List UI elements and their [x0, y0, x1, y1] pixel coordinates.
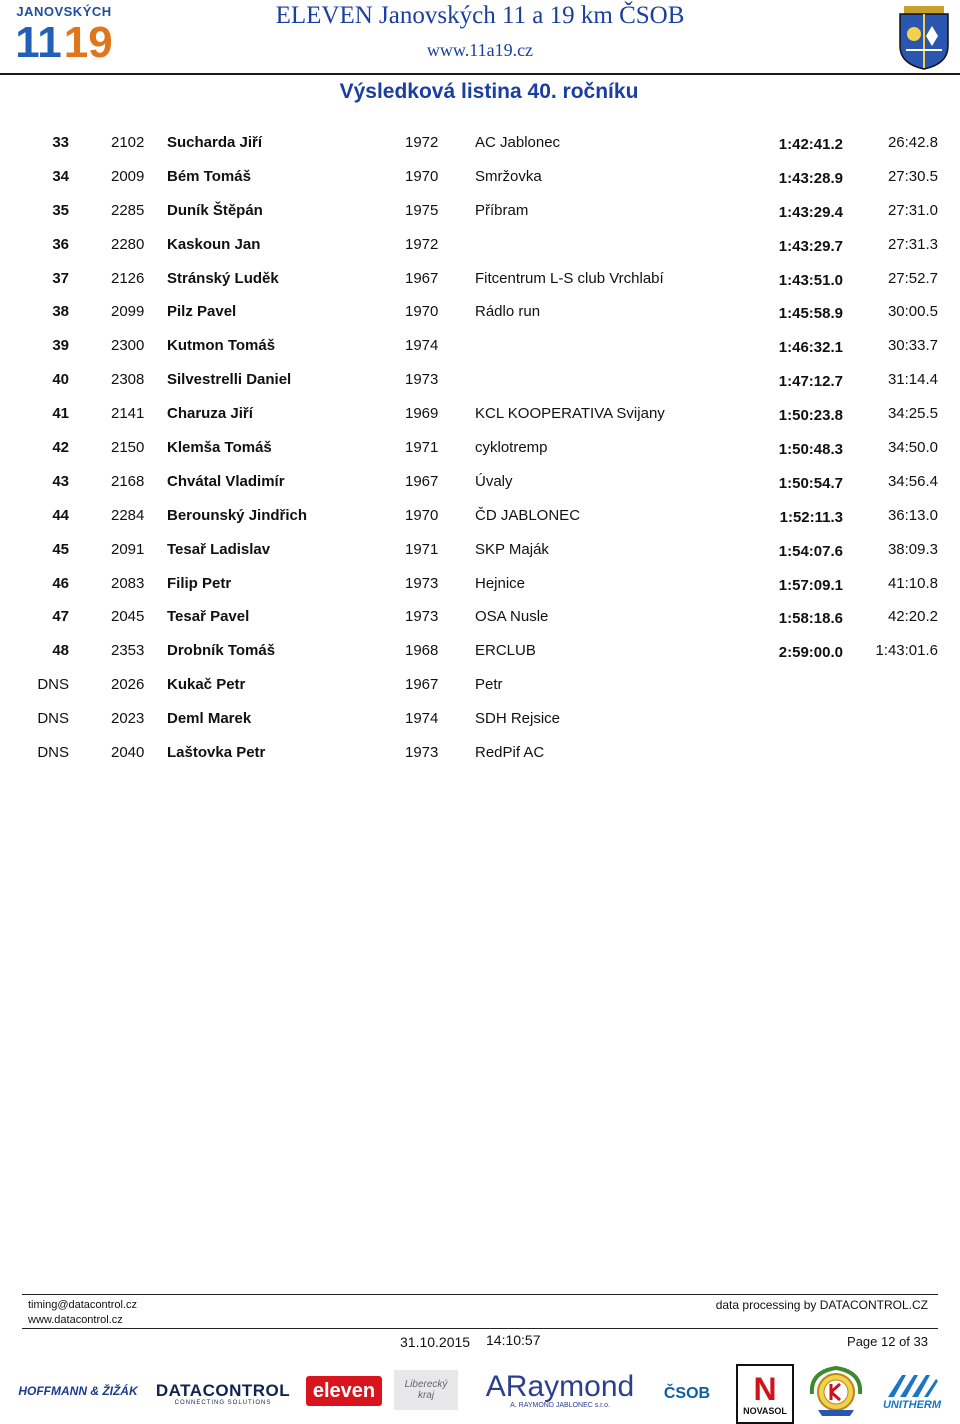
club-cell: RedPif AC — [475, 744, 545, 762]
bib-cell: 2280 — [111, 235, 145, 253]
loss-cell: 30:00.5 — [887, 303, 938, 321]
loss-cell: 26:42.8 — [887, 134, 938, 151]
name-cell: Silvestrelli Daniel — [167, 371, 292, 389]
club-cell: SDH Rejsice — [475, 710, 561, 728]
year-cell: 1970 — [405, 303, 439, 321]
bib-cell: 2091 — [111, 540, 145, 558]
bib-cell: 2045 — [111, 608, 145, 626]
club-cell: AC Jablonec — [475, 134, 561, 151]
time-cell: 1:43:28.9 — [778, 169, 843, 187]
sponsor-eleven-logo: eleven — [306, 1376, 382, 1406]
time-cell: 1:46:32.1 — [778, 339, 843, 357]
name-cell: Tesař Ladislav — [167, 540, 271, 558]
rank-cell: DNS — [37, 676, 69, 694]
year-cell: 1974 — [405, 337, 439, 355]
bib-cell: 2102 — [111, 134, 145, 151]
table-row — [0, 702, 960, 736]
print-date: 31.10.2015 — [400, 1334, 471, 1350]
bib-cell: 2150 — [111, 439, 145, 457]
name-cell: Kaskoun Jan — [167, 235, 261, 253]
year-cell: 1973 — [405, 744, 439, 762]
table-row — [0, 465, 960, 499]
rank-cell: 35 — [52, 201, 69, 219]
sponsor-datacontrol-text: DATACONTROL — [155, 1381, 291, 1400]
unitherm-mark-icon — [884, 1371, 940, 1399]
table-row — [0, 363, 960, 397]
name-cell: Deml Marek — [167, 710, 252, 728]
bib-cell: 2126 — [111, 269, 145, 287]
rank-cell: 37 — [52, 269, 69, 287]
table-row — [0, 194, 960, 228]
year-cell: 1973 — [405, 608, 439, 626]
time-cell: 1:43:51.0 — [778, 271, 843, 289]
rank-cell: 42 — [52, 439, 69, 457]
rank-cell: 33 — [52, 134, 69, 151]
town-crest-icon — [896, 6, 952, 70]
bib-cell: 2009 — [111, 167, 145, 185]
race-logo-text: JANOVSKÝCH — [16, 4, 112, 19]
rank-cell: 46 — [52, 574, 69, 592]
rank-cell: 38 — [52, 303, 69, 321]
time-cell: 1:50:48.3 — [778, 441, 843, 459]
bib-cell: 2285 — [111, 201, 145, 219]
club-cell: Rádlo run — [475, 303, 541, 321]
bib-cell: 2099 — [111, 303, 145, 321]
table-row — [0, 634, 960, 668]
club-cell: KCL KOOPERATIVA Svijany — [475, 405, 665, 423]
table-row — [0, 262, 960, 296]
race-logo-digits-11: 11 — [15, 18, 62, 67]
results-table — [0, 126, 960, 770]
sponsor-datacontrol-logo — [150, 1380, 296, 1408]
bib-cell: 2168 — [111, 472, 145, 490]
time-cell: 1:42:41.2 — [778, 136, 843, 153]
race-website: www.11a19.cz — [426, 40, 534, 60]
time-cell: 1:58:18.6 — [778, 610, 843, 628]
time-cell: 1:43:29.7 — [778, 237, 843, 255]
header-divider — [0, 73, 960, 75]
print-time: 14:10:57 — [486, 1332, 541, 1348]
bib-cell: 2284 — [111, 506, 145, 524]
rank-cell: 43 — [52, 472, 69, 490]
year-cell: 1970 — [405, 506, 439, 524]
year-cell: 1973 — [405, 574, 439, 592]
bib-cell: 2300 — [111, 337, 145, 355]
sponsor-araymond-tagline: A. RAYMOND JABLONEC s.r.o. — [510, 1401, 610, 1409]
timing-email: timing@datacontrol.cz — [28, 1299, 137, 1311]
club-cell: SKP Maják — [475, 540, 549, 558]
time-cell: 1:50:23.8 — [778, 407, 843, 425]
novasol-n-icon: N — [753, 1371, 777, 1407]
bib-cell: 2023 — [111, 710, 145, 728]
rank-cell: 40 — [52, 371, 69, 389]
table-row — [0, 329, 960, 363]
loss-cell: 38:09.3 — [887, 540, 938, 558]
name-cell: Charuza Jiří — [167, 405, 253, 423]
loss-cell: 27:30.5 — [887, 167, 938, 185]
club-cell: OSA Nusle — [475, 608, 549, 626]
name-cell: Berounský Jindřich — [167, 506, 308, 524]
year-cell: 1968 — [405, 642, 439, 660]
footer-divider-bottom — [22, 1328, 938, 1329]
sponsor-araymond-logo — [470, 1370, 650, 1410]
race-logo-digits-19: 19 — [63, 18, 113, 67]
sponsor-unitherm-logo — [880, 1368, 944, 1414]
rank-cell: 47 — [52, 608, 69, 626]
table-row — [0, 600, 960, 634]
sponsor-novasol-logo — [736, 1364, 794, 1424]
name-cell: Bém Tomáš — [167, 167, 251, 185]
time-cell: 1:52:11.3 — [779, 508, 843, 526]
sponsor-csob-logo: ČSOB — [663, 1385, 711, 1402]
year-cell: 1972 — [405, 134, 439, 151]
table-row — [0, 160, 960, 194]
year-cell: 1975 — [405, 201, 439, 219]
rank-cell: 45 — [52, 540, 69, 558]
club-cell: ČD JABLONEC — [475, 506, 581, 524]
rank-cell: 41 — [52, 405, 69, 423]
loss-cell: 30:33.7 — [887, 337, 938, 355]
bib-cell: 2353 — [111, 642, 145, 660]
loss-cell: 42:20.2 — [887, 608, 938, 626]
bib-cell: 2026 — [111, 676, 145, 694]
time-cell: 1:57:09.1 — [778, 576, 843, 594]
bib-cell: 2141 — [111, 405, 145, 423]
name-cell: Drobník Tomáš — [167, 642, 276, 660]
name-cell: Pilz Pavel — [167, 303, 237, 321]
table-row — [0, 499, 960, 533]
club-cell: Smržovka — [475, 167, 542, 185]
table-row — [0, 567, 960, 601]
club-cell: cyklotremp — [475, 439, 548, 457]
loss-cell: 34:50.0 — [887, 439, 938, 457]
rank-cell: 48 — [52, 642, 69, 660]
year-cell: 1971 — [405, 540, 439, 558]
sponsor-liberecky-kraj-logo — [394, 1370, 458, 1410]
page-number: Page 12 of 33 — [847, 1334, 928, 1349]
loss-cell: 31:14.4 — [887, 371, 938, 389]
year-cell: 1967 — [405, 676, 439, 694]
club-cell: Fitcentrum L-S club Vrchlabí — [475, 269, 664, 287]
club-cell: ERCLUB — [475, 642, 536, 660]
rank-cell: 44 — [52, 506, 69, 524]
rank-cell: 34 — [52, 167, 69, 185]
time-cell: 1:50:54.7 — [778, 474, 843, 492]
table-row — [0, 295, 960, 329]
footer-divider-top — [22, 1294, 938, 1295]
name-cell: Stránský Luděk — [167, 269, 279, 287]
club-cell: Hejnice — [475, 574, 526, 592]
year-cell: 1972 — [405, 235, 439, 253]
page-title: ELEVEN Janovských 11 a 19 km ČSOB — [275, 2, 685, 29]
loss-cell: 41:10.8 — [887, 574, 938, 592]
club-cell: Úvaly — [475, 472, 513, 490]
table-row — [0, 736, 960, 770]
loss-cell: 34:25.5 — [887, 405, 938, 423]
year-cell: 1969 — [405, 405, 439, 423]
club-cell: Příbram — [475, 201, 529, 219]
sponsor-kraj-line-2: kraj — [417, 1390, 435, 1401]
results-subtitle: Výsledková listina 40. ročníku — [339, 80, 639, 103]
club-cell: Petr — [475, 676, 503, 694]
bib-cell: 2083 — [111, 574, 145, 592]
time-cell: 1:54:07.6 — [778, 542, 843, 560]
year-cell: 1967 — [405, 472, 439, 490]
sponsor-kraj-line-1: Liberecký — [404, 1379, 448, 1390]
name-cell: Kukač Petr — [167, 676, 246, 694]
time-cell: 1:47:12.7 — [778, 373, 843, 391]
year-cell: 1967 — [405, 269, 439, 287]
loss-cell: 1:43:01.6 — [875, 642, 938, 660]
name-cell: Klemša Tomáš — [167, 439, 272, 457]
name-cell: Sucharda Jiří — [167, 134, 263, 151]
sponsor-k-badge-icon — [806, 1364, 866, 1420]
table-row — [0, 431, 960, 465]
table-row — [0, 668, 960, 702]
time-cell: 1:43:29.4 — [778, 203, 843, 221]
loss-cell: 27:52.7 — [887, 269, 938, 287]
rank-cell: 36 — [52, 235, 69, 253]
sponsor-hoffmann-zizak-logo: HOFFMANN & ŽIŽÁK — [18, 1384, 138, 1398]
data-processing-credit: data processing by DATACONTROL.CZ — [715, 1298, 928, 1312]
rank-cell: DNS — [37, 710, 69, 728]
name-cell: Tesař Pavel — [167, 608, 250, 626]
bib-cell: 2040 — [111, 744, 145, 762]
loss-cell: 27:31.0 — [887, 201, 938, 219]
sponsor-novasol-text: NOVASOL — [743, 1406, 787, 1416]
name-cell: Duník Štěpán — [167, 201, 263, 219]
name-cell: Kutmon Tomáš — [167, 337, 276, 355]
year-cell: 1974 — [405, 710, 439, 728]
sponsor-araymond-text: ARaymond — [485, 1369, 635, 1403]
sponsor-datacontrol-tagline: CONNECTING SOLUTIONS — [174, 1400, 272, 1406]
name-cell: Filip Petr — [167, 574, 232, 592]
name-cell: Chvátal Vladimír — [167, 472, 285, 490]
loss-cell: 36:13.0 — [887, 506, 938, 524]
table-row — [0, 397, 960, 431]
year-cell: 1973 — [405, 371, 439, 389]
table-row — [0, 126, 960, 160]
time-cell: 2:59:00.0 — [778, 644, 843, 662]
bib-cell: 2308 — [111, 371, 145, 389]
name-cell: Laštovka Petr — [167, 744, 266, 762]
table-row — [0, 533, 960, 567]
rank-cell: 39 — [52, 337, 69, 355]
loss-cell: 34:56.4 — [887, 472, 938, 490]
rank-cell: DNS — [37, 744, 69, 762]
timing-website: www.datacontrol.cz — [28, 1314, 123, 1326]
year-cell: 1970 — [405, 167, 439, 185]
year-cell: 1971 — [405, 439, 439, 457]
time-cell: 1:45:58.9 — [778, 305, 843, 323]
loss-cell: 27:31.3 — [887, 235, 938, 253]
sponsor-unitherm-text: UNITHERM — [882, 1399, 942, 1411]
table-row — [0, 228, 960, 262]
